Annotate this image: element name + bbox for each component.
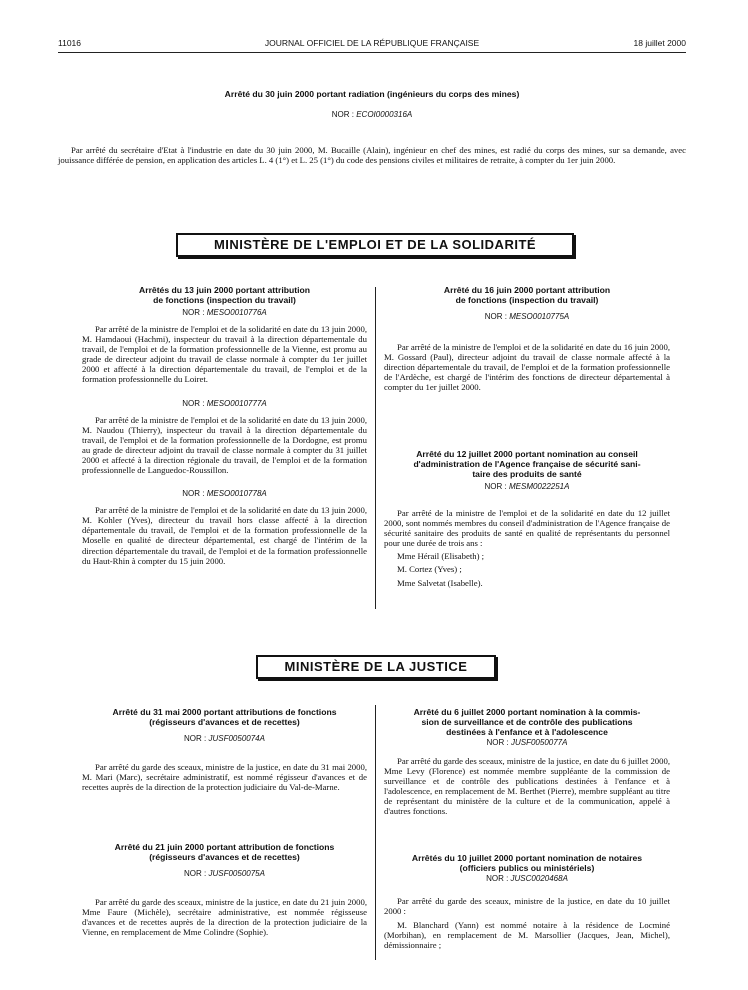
ministry-heading-justice: MINISTÈRE DE LA JUSTICE [256,655,496,679]
nor-line: NOR : MESO0010778A [182,489,267,499]
article-title: Arrêté du 12 juillet 2000 portant nomination au conseil d'administration de l'Agence française de sécurité sani- taire des produits de santé [413,449,641,479]
ministry-heading-emploi: MINISTÈRE DE L'EMPLOI ET DE LA SOLIDARITÉ [176,233,574,257]
nor-line: NOR : MESO0010776A [182,308,267,317]
article-body: Par arrêté du garde des sceaux, ministre de la justice, en date du 21 juin 2000, Mme Faure (Michèle), secrétaire administrative, est nommée régisseuse d'avances et de recettes auprès de la direction de la protection judiciaire de la Vienne, en remplacement de Mme Colindre (Sophie). [82,897,367,938]
issue-date: 18 juillet 2000 [633,38,686,48]
nor-line: NOR : ECOI0000316A [331,110,413,119]
nor-line: NOR : MESM0022251A [484,482,570,491]
article-title: Arrêtés du 10 juillet 2000 portant nomination de notaires (officiers publics ou ministériels) [411,853,643,873]
header-rule [58,52,686,53]
article-21-juin [82,842,367,937]
article-body: Par arrêté de la ministre de l'emploi et de la solidarité en date du 13 juin 2000, M. Naudou (Thierry), inspecteur du travail à la direction départementale du travail, de l'emploi et de la formation professionnelle de la Dordogne, est promu au grade de directeur adjoint du travail de classe normale à compter du 31 juillet 2000 et affecté à la direction régionale du travail, de l'emploi et de la formation professionnelle de Languedoc-Roussillon. [82,414,367,476]
page-number: 11016 [58,38,82,48]
member-item: M. Cortez (Yves) ; [397,564,462,575]
nor-line: NOR : JUSF0050077A [486,738,568,747]
article-12-juillet [384,449,670,588]
article-body: Par arrêté du garde des sceaux, ministre de la justice, en date du 31 mai 2000, M. Mari (Marc), secrétaire administratif, est nommé régisseur d'avances et de recettes auprès de la direction de la protection judiciaire du Val-de-Marne. [82,762,367,793]
article-body: M. Blanchard (Yann) est nommé notaire à la résidence de Locminé (Morbihan), en remplacement de M. Marsollier (Jacques, Jean, Michel), démissionnaire ; [384,920,670,951]
nor-line: NOR : JUSC0020468A [486,874,568,883]
article-16-juin [384,285,670,392]
article-body: Par arrêté de la ministre de l'emploi et de la solidarité en date du 13 juin 2000, M. Hamdaoui (Hachmi), inspecteur du travail à la direction départementale du travail, de l'emploi et de la formation professionnelle de la Vienne, est promu au grade de directeur adjoint du travail de classe normale à compter du 1er juillet 2000 et affecté à la direction départementale du travail, de l'emploi et de la formation professionnelle du Loiret. [82,324,367,385]
article-title: Arrêté du 30 juin 2000 portant radiation (ingénieurs du corps des mines) [224,89,520,99]
article-radiation [58,89,686,165]
page-header [58,38,686,52]
nor-line: NOR : MESO0010777A [182,398,267,408]
member-item: Mme Hérail (Elisabeth) ; [397,551,485,562]
nor-line: NOR : JUSF0050075A [184,869,265,878]
article-31-mai [82,707,367,792]
article-body: Par arrêté du garde des sceaux, ministre de la justice, en date du 6 juillet 2000, Mme Levy (Florence) est nommée membre suppléante de la commission de surveillance et de contrôle des publications destinées à l'enfance et à l'adolescence, en remplacement de M. Berthet (Pierre), membre suppléant au titre de représentant du ministère de la culture et de la communication, appelé à d'autres fonctions. [384,756,670,817]
nor-line: NOR : JUSF0050074A [184,734,265,743]
nor-line: NOR : MESO0010775A [484,312,570,321]
article-title: Arrêté du 16 juin 2000 portant attribution de fonctions (inspection du travail) [443,285,611,305]
member-item: Mme Salvetat (Isabelle). [397,577,483,588]
article-6-juillet [384,707,670,817]
column-divider [375,287,376,609]
article-body: Par arrêté de la ministre de l'emploi et de la solidarité en date du 13 juin 2000, M. Kohler (Yves), directeur du travail hors classe affecté à la direction départementale du travail, de l'emploi et de la formation professionnelle de la Moselle en qualité de directeur départemental, est chargé de l'intérim de la direction départementale du travail, de l'emploi et de la formation professionnelle du Haut-Rhin à compter du 15 juin 2000. [82,505,367,566]
article-title: Arrêtés du 13 juin 2000 portant attribution de fonctions (inspection du travail) [139,285,310,305]
column-divider [375,705,376,960]
article-title: Arrêté du 31 mai 2000 portant attributions de fonctions (régisseurs d'avances et de recettes) [112,707,337,727]
article-10-juillet [384,853,670,950]
article-body: Par arrêté de la ministre de l'emploi et de la solidarité en date du 12 juillet 2000, sont nommés membres du conseil d'administration de l'Agence française de sécurité sanitaire des produits de santé en qualité de représentants du personnel pour une durée de trois ans : [384,508,670,549]
article-body: Par arrêté du secrétaire d'Etat à l'industrie en date du 30 juin 2000, M. Bucaille (Alain), ingénieur en chef des mines, est radié du corps des mines, sur sa demande, avec jouissance différée de pension, en application des articles L. 4 (1°) et L. 25 (1°) du code des pensions civiles et militaires de retraite, à compter du 1er juin 2000. [58,145,686,166]
journal-title: JOURNAL OFFICIEL DE LA RÉPUBLIQUE FRANÇAISE [264,38,480,48]
article-title: Arrêté du 6 juillet 2000 portant nomination à la commis- sion de surveillance et de contrôle des publications destinées à l'enfance et à l'adolescence [413,707,641,737]
article-body: Par arrêté du garde des sceaux, ministre de la justice, en date du 10 juillet 2000 : [384,896,670,917]
article-13-juin [82,285,367,566]
article-body: Par arrêté de la ministre de l'emploi et de la solidarité en date du 16 juin 2000, M. Gossard (Paul), directeur adjoint du travail de classe normale affecté à la direction départementale du travail, de l'emploi et de la formation professionnelle de l'Ardèche, est chargé de l'intérim des fonctions de directeur départemental à compter du 1er juillet 2000. [384,342,670,393]
article-title: Arrêté du 21 juin 2000 portant attribution de fonctions (régisseurs d'avances et de recettes) [114,842,335,862]
